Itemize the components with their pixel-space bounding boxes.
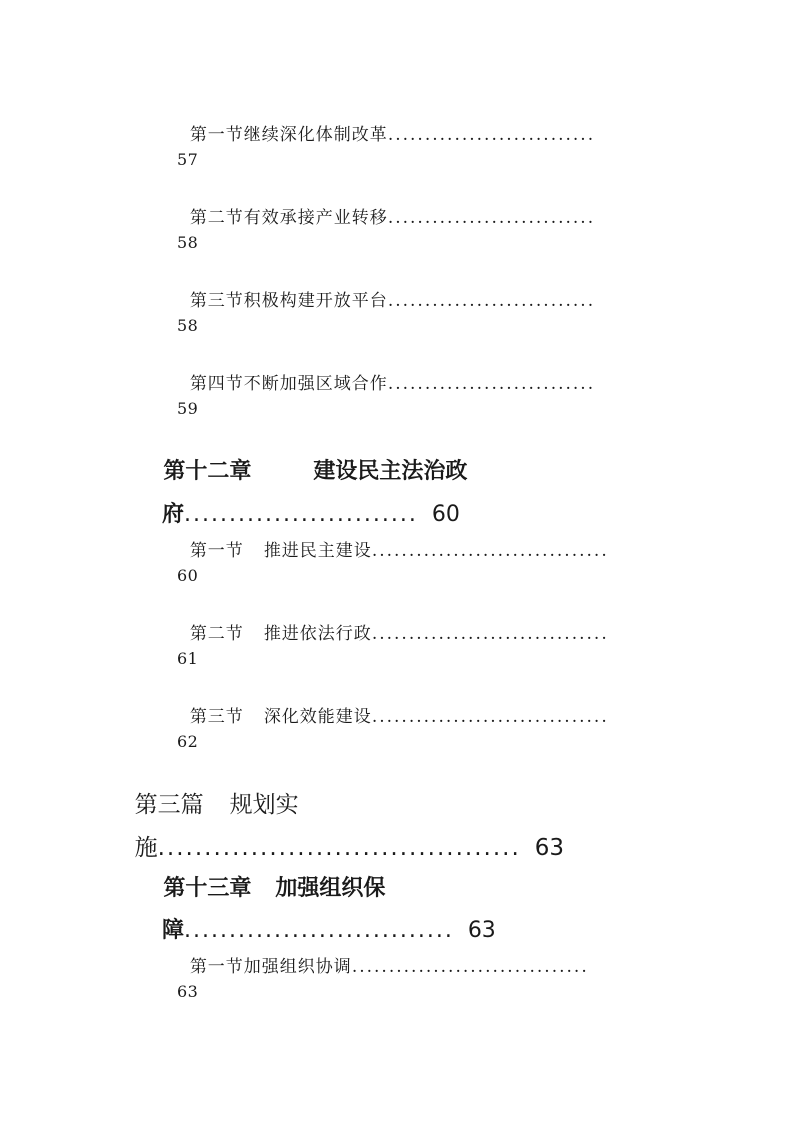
toc-entry-chapter-continued[interactable] [148,898,496,942]
toc-entry-chapter-continued[interactable] [148,482,460,526]
toc-entry-title: 第一节继续深化体制改革 [189,125,388,145]
toc-chapter-label: 第十二章 [163,459,252,484]
toc-page-number: 59 [177,399,199,418]
toc-page-number: 63 [467,918,496,943]
toc-leader-dots: ............................ [387,374,596,394]
toc-page-number: 61 [177,649,199,668]
toc-page-number: 58 [177,233,199,252]
toc-section-label: 第二节 [189,624,244,644]
toc-leader-dots: ....................................... [157,835,521,861]
toc-section-label: 第三节 [189,707,244,727]
toc-entry-section[interactable] [177,942,589,976]
toc-entry-title: 推进民主建设 [263,541,372,561]
toc-chapter-title: 府 [162,502,185,527]
toc-leader-dots: ............................ [387,125,596,145]
toc-chapter-title: 加强组织保 [275,876,386,901]
toc-entry-title: 第一节加强组织协调 [189,957,352,977]
toc-entry-section[interactable] [177,359,595,393]
toc-entry-title: 第四节不断加强区域合作 [189,374,388,394]
toc-part-title: 施 [134,835,158,861]
toc-page-number: 62 [177,732,199,751]
toc-entry-section[interactable] [177,692,609,726]
toc-entry-part-continued[interactable] [120,814,564,860]
toc-page-number: 58 [177,316,199,335]
toc-chapter-label: 第十三章 [163,876,252,901]
toc-page-number: 60 [177,566,199,585]
toc-leader-dots: .......................... [184,502,418,527]
toc-leader-dots: ................................ [371,624,609,644]
toc-entry-section[interactable] [177,526,609,560]
toc-leader-dots: ................................ [371,541,609,561]
toc-entry-title: 第二节有效承接产业转移 [189,208,388,228]
toc-chapter-title: 障 [162,918,185,943]
toc-entry-chapter[interactable] [148,856,385,900]
toc-leader-dots: ................................ [351,957,589,977]
toc-part-title: 规划实 [229,792,299,818]
toc-entry-chapter[interactable] [148,439,467,483]
toc-page-number: 60 [431,502,460,527]
toc-entry-section[interactable] [177,110,595,144]
toc-leader-dots: ................................ [371,707,609,727]
toc-entry-section[interactable] [177,609,609,643]
toc-page-number: 63 [177,982,199,1001]
toc-page-number: 57 [177,150,199,169]
toc-entry-title: 深化效能建设 [263,707,372,727]
toc-page-number: 63 [534,835,565,861]
toc-leader-dots: .............................. [184,918,454,943]
toc-leader-dots: ............................ [387,208,596,228]
toc-section-label: 第一节 [189,541,244,561]
toc-entry-section[interactable] [177,193,595,227]
toc-leader-dots: ............................ [387,291,596,311]
toc-entry-section[interactable] [177,276,595,310]
toc-entry-title: 推进依法行政 [263,624,372,644]
toc-entry-part[interactable] [120,771,299,817]
toc-chapter-title: 建设民主法治政 [313,459,468,484]
toc-part-label: 第三篇 [134,792,204,818]
toc-entry-title: 第三节积极构建开放平台 [189,291,388,311]
